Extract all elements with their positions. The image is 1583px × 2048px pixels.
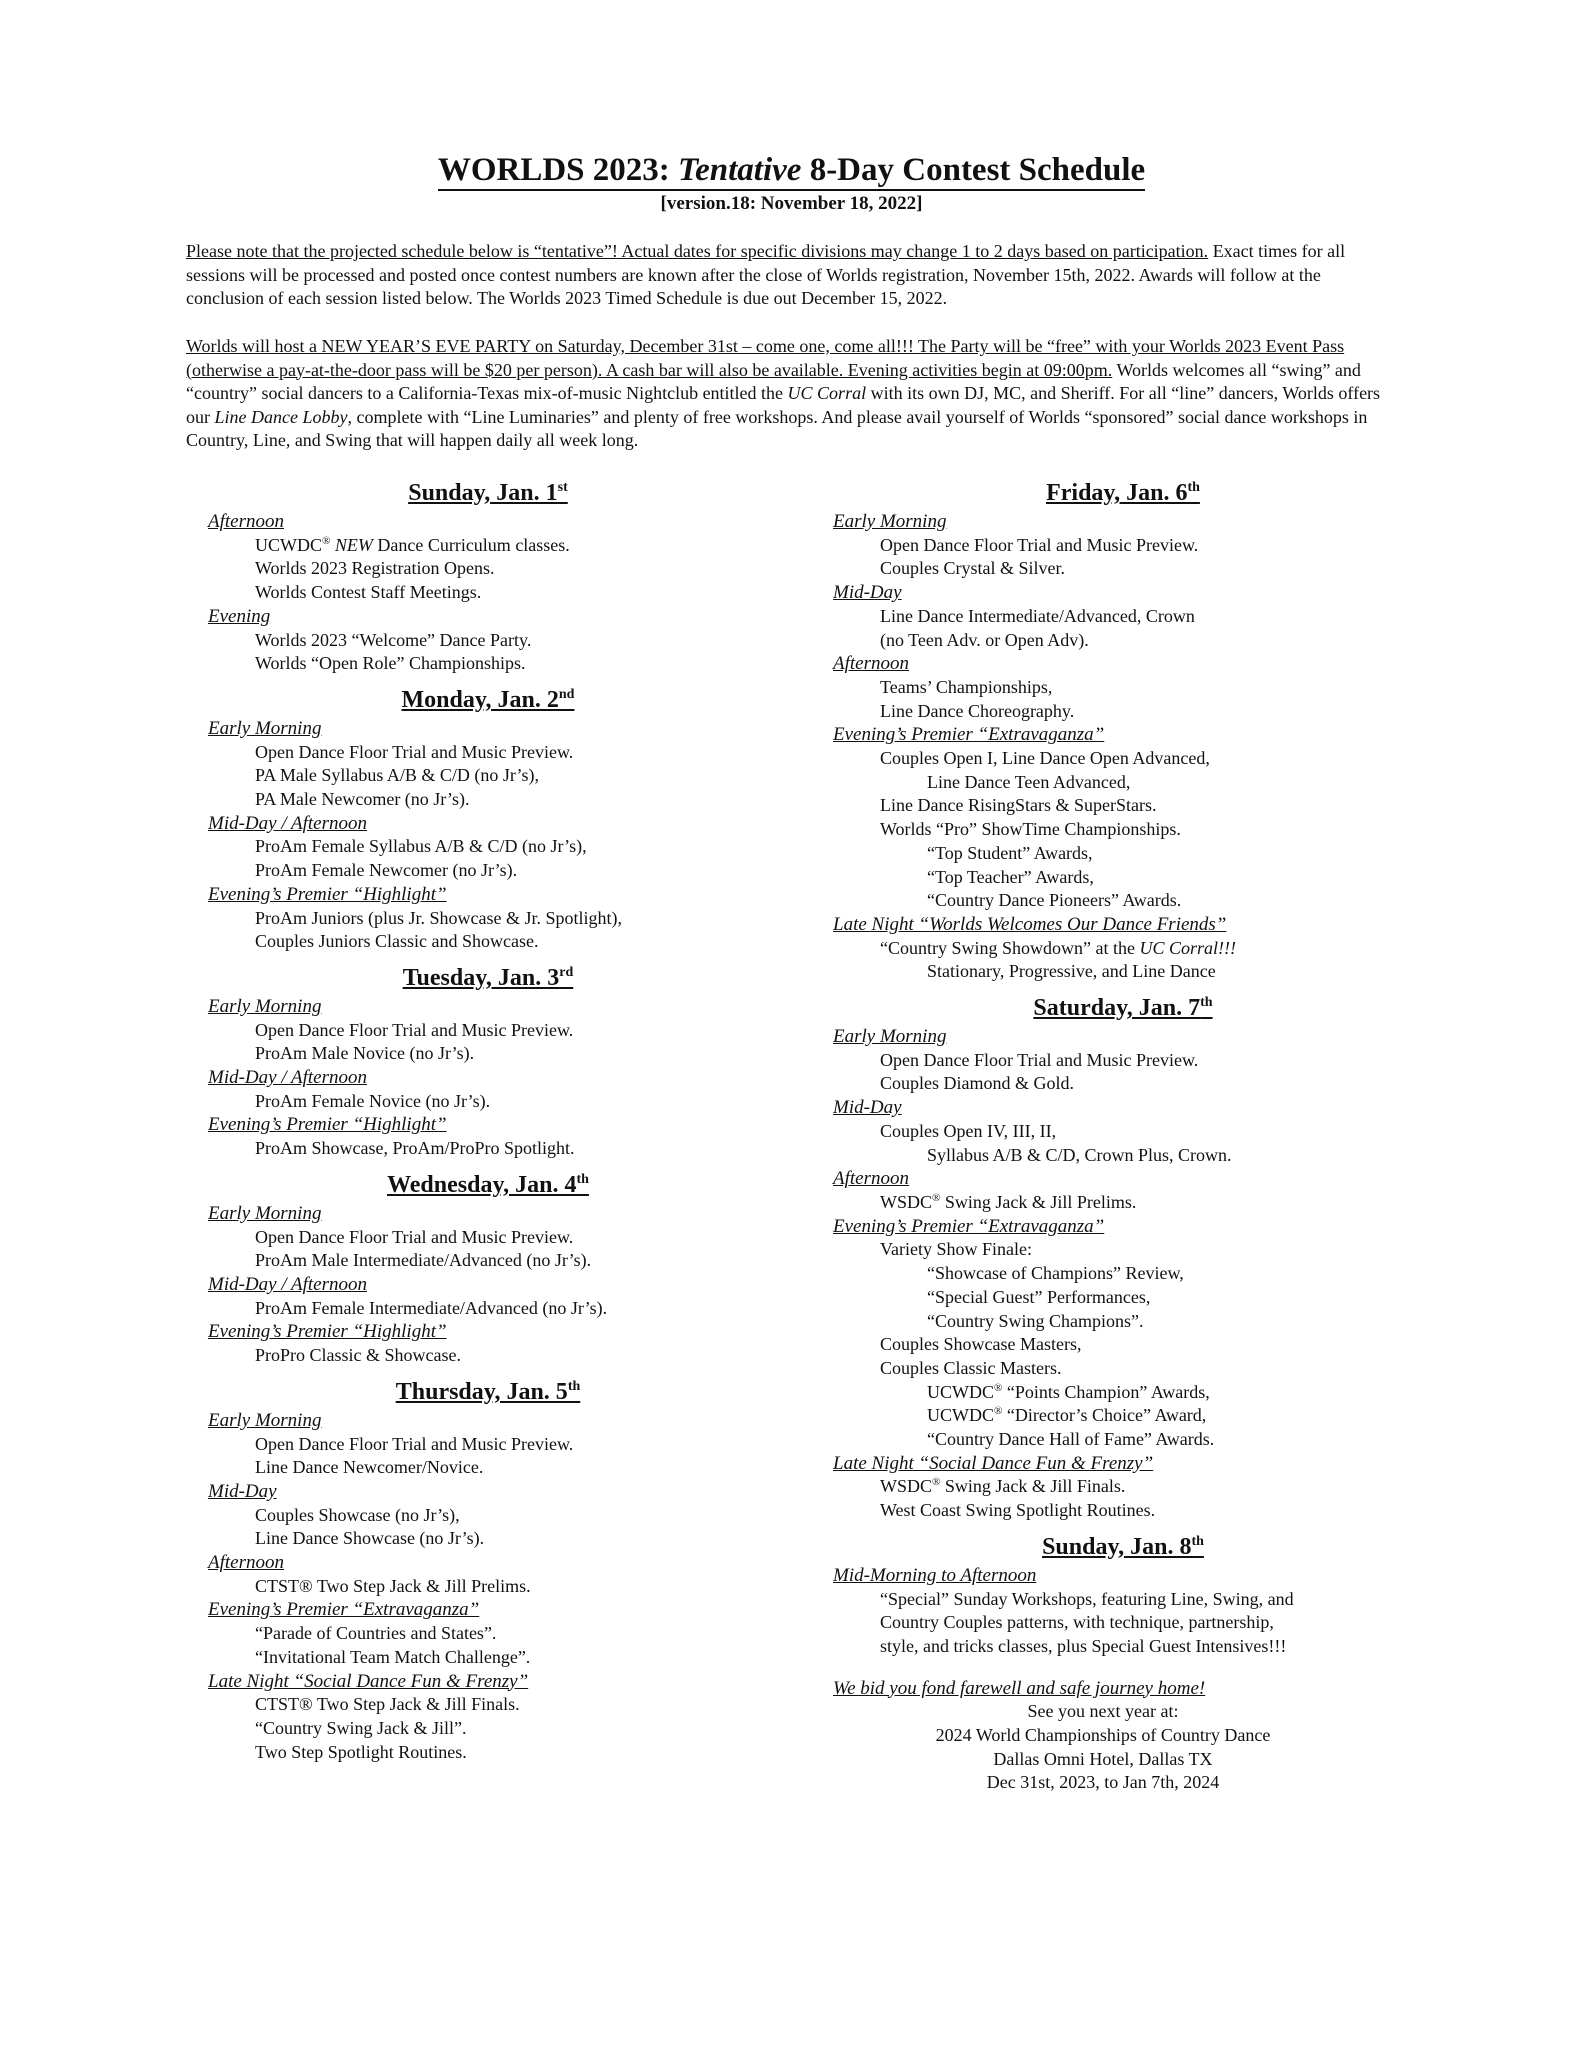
- schedule-item: WSDC® Swing Jack & Jill Finals.: [880, 1476, 1126, 1497]
- schedule-item: West Coast Swing Spotlight Routines.: [880, 1500, 1156, 1521]
- farewell-text: We bid you fond farewell and safe journey home!: [833, 1677, 1206, 1699]
- schedule-item: ProAm Showcase, ProAm/ProPro Spotlight.: [255, 1138, 575, 1159]
- day-title: Tuesday, Jan. 3rd: [402, 964, 574, 991]
- schedule-item: Line Dance Choreography.: [880, 700, 1075, 721]
- schedule-item: “Country Dance Hall of Fame” Awards.: [927, 1429, 1215, 1450]
- schedule-item: ProAm Juniors (plus Jr. Showcase & Jr. Spotlight),: [255, 907, 623, 928]
- session-label: Mid-Morning to Afternoon: [833, 1564, 1037, 1586]
- session-label: Afternoon: [833, 653, 909, 675]
- schedule-item: ProAm Female Novice (no Jr’s).: [255, 1090, 491, 1111]
- schedule-item: Couples Open IV, III, II,: [880, 1120, 1057, 1141]
- schedule-item: Couples Crystal & Silver.: [880, 558, 1066, 579]
- schedule-item: CTST® Two Step Jack & Jill Finals.: [255, 1694, 520, 1715]
- session-label: Mid-Day: [833, 1097, 902, 1119]
- session-label: Mid-Day: [833, 582, 902, 604]
- schedule-item: Line Dance Intermediate/Advanced, Crown: [880, 605, 1195, 626]
- schedule-item: CTST® Two Step Jack & Jill Prelims.: [255, 1575, 531, 1596]
- schedule-item: Worlds 2023 Registration Opens.: [255, 558, 495, 579]
- day-title: Thursday, Jan. 5th: [395, 1378, 581, 1405]
- day-title: Sunday, Jan. 8th: [1042, 1533, 1204, 1560]
- intro-paragraph-1: [186, 240, 1401, 311]
- right-column: [833, 478, 1413, 1795]
- schedule-item: “Invitational Team Match Challenge”.: [255, 1646, 531, 1667]
- schedule-item: Line Dance Showcase (no Jr’s).: [255, 1528, 485, 1549]
- day-wednesday-jan-4: [208, 1170, 768, 1368]
- schedule-item: UCWDC® “Director’s Choice” Award,: [927, 1405, 1207, 1426]
- schedule-item: Open Dance Floor Trial and Music Preview.: [255, 1226, 574, 1247]
- schedule-item: Open Dance Floor Trial and Music Preview.: [880, 534, 1199, 555]
- day-friday-jan-6: [833, 478, 1413, 984]
- session-label: Evening’s Premier “Highlight”: [208, 1114, 447, 1136]
- session-label: Evening’s Premier “Extravaganza”: [833, 1215, 1105, 1237]
- schedule-item: “Showcase of Champions” Review,: [927, 1263, 1184, 1284]
- schedule-item: Teams’ Championships,: [880, 676, 1053, 697]
- session-label: Late Night “Social Dance Fun & Frenzy”: [833, 1452, 1154, 1474]
- title-italic: Tentative: [678, 152, 802, 188]
- intro-p1-rest: Exact times for all sessions will be processed and posted once contest numbers are known after the close of Worlds registration, November 15th, 2022. Awards will follow at the conclusion of each session listed below. The Worlds 2023 Timed Schedule is due out December 15, 2022.: [186, 241, 1346, 308]
- closing-line: 2024 World Championships of Country Dance: [935, 1725, 1271, 1746]
- schedule-item: “Top Teacher” Awards,: [927, 866, 1094, 887]
- schedule-item: Open Dance Floor Trial and Music Preview.: [255, 1433, 574, 1454]
- schedule-item: PA Male Syllabus A/B & C/D (no Jr’s),: [255, 765, 540, 786]
- schedule-item: Worlds Contest Staff Meetings.: [255, 582, 482, 603]
- schedule-item: “Special” Sunday Workshops, featuring Line, Swing, and: [880, 1588, 1294, 1609]
- schedule-item: Country Couples patterns, with technique, partnership,: [880, 1612, 1274, 1633]
- closing-block: [833, 1677, 1413, 1796]
- schedule-item: Line Dance RisingStars & SuperStars.: [880, 795, 1157, 816]
- schedule-item: ProAm Male Intermediate/Advanced (no Jr’s).: [255, 1250, 592, 1271]
- schedule-item: Two Step Spotlight Routines.: [255, 1741, 467, 1762]
- schedule-item: Open Dance Floor Trial and Music Preview.: [255, 1019, 574, 1040]
- closing-line: Dec 31st, 2023, to Jan 7th, 2024: [986, 1772, 1220, 1793]
- document-title: [0, 150, 1583, 190]
- session-label: Early Morning: [208, 1202, 322, 1224]
- session-label: Mid-Day / Afternoon: [208, 1067, 368, 1089]
- schedule-item: “Country Swing Jack & Jill”.: [255, 1717, 467, 1738]
- day-title: Sunday, Jan. 1st: [408, 480, 568, 506]
- day-title: Monday, Jan. 2nd: [401, 686, 575, 713]
- schedule-item: UCWDC® “Points Champion” Awards,: [927, 1381, 1210, 1402]
- schedule-item: Line Dance Newcomer/Novice.: [255, 1457, 484, 1478]
- schedule-item: Couples Showcase (no Jr’s),: [255, 1504, 460, 1525]
- schedule-item: “Country Swing Showdown” at the UC Corral!!!: [880, 937, 1236, 958]
- day-title: Saturday, Jan. 7th: [1033, 995, 1213, 1022]
- day-saturday-jan-7: [833, 993, 1413, 1523]
- schedule-item: Couples Diamond & Gold.: [880, 1073, 1074, 1094]
- intro-paragraph-2: [186, 335, 1401, 453]
- session-label: Early Morning: [208, 1409, 322, 1431]
- day-title: Wednesday, Jan. 4th: [387, 1171, 589, 1198]
- version-line: [version.18: November 18, 2022]: [660, 193, 923, 214]
- closing-line: See you next year at:: [1027, 1701, 1179, 1722]
- schedule-item: “Top Student” Awards,: [927, 842, 1093, 863]
- session-label: Mid-Day / Afternoon: [208, 1273, 368, 1295]
- session-label: Evening’s Premier “Extravaganza”: [833, 724, 1105, 746]
- schedule-item: Worlds 2023 “Welcome” Dance Party.: [255, 629, 532, 650]
- schedule-item: Couples Classic Masters.: [880, 1357, 1062, 1378]
- session-label: Afternoon: [833, 1168, 909, 1190]
- intro-p2-underlined: Worlds will host a NEW YEAR’S EVE PARTY on Saturday, December 31st – come one, come all!!! The Party will be “free” with your Worlds 2023 Event Pass (otherwise a pay-at-the-door pass will be $20 per person). A cash bar will also be available. Evening activities begin at 09:00pm.: [186, 336, 1345, 380]
- intro-p2-a: Worlds welcomes all “swing” and “country” social dancers to a California-Texas mix-of-music Nightclub entitled the: [186, 359, 1361, 403]
- session-label: Mid-Day / Afternoon: [208, 812, 368, 834]
- schedule-item: “Parade of Countries and States”.: [255, 1623, 497, 1644]
- session-label: Late Night “Social Dance Fun & Frenzy”: [208, 1670, 529, 1692]
- session-label: Early Morning: [833, 1026, 947, 1048]
- schedule-item: ProPro Classic & Showcase.: [255, 1345, 461, 1366]
- schedule-item: UCWDC® NEW Dance Curriculum classes.: [255, 534, 570, 555]
- day-monday-jan-2: [208, 685, 768, 954]
- intro-p2-lobby: Line Dance Lobby: [214, 406, 348, 427]
- day-title: Friday, Jan. 6th: [1046, 480, 1200, 506]
- title-prefix: WORLDS 2023:: [437, 152, 678, 188]
- schedule-item: WSDC® Swing Jack & Jill Prelims.: [880, 1191, 1137, 1212]
- schedule-item: Line Dance Teen Advanced,: [927, 771, 1131, 792]
- session-label: Afternoon: [208, 1552, 284, 1574]
- intro-p1-underlined: Please note that the projected schedule below is “tentative”! Actual dates for specific divisions may change 1 to 2 days based on participation.: [186, 241, 1209, 261]
- intro-p2-b: with its own DJ, MC, and Sheriff. For all “line” dancers, Worlds offers our: [186, 383, 1381, 427]
- schedule-item: ProAm Female Newcomer (no Jr’s).: [255, 860, 518, 881]
- schedule-item: Couples Juniors Classic and Showcase.: [255, 931, 539, 952]
- session-label: Evening’s Premier “Highlight”: [208, 1321, 447, 1343]
- schedule-item: Worlds “Open Role” Championships.: [255, 653, 526, 674]
- session-label: Late Night “Worlds Welcomes Our Dance Friends”: [833, 913, 1227, 935]
- schedule-item: ProAm Female Intermediate/Advanced (no Jr’s).: [255, 1297, 608, 1318]
- schedule-item: “Special Guest” Performances,: [927, 1286, 1151, 1307]
- schedule-item: style, and tricks classes, plus Special Guest Intensives!!!: [880, 1635, 1287, 1656]
- schedule-item: Couples Showcase Masters,: [880, 1334, 1082, 1355]
- schedule-item: Stationary, Progressive, and Line Dance: [927, 961, 1216, 982]
- intro-p2-corral: UC Corral: [787, 383, 867, 403]
- session-label: Evening’s Premier “Highlight”: [208, 883, 447, 905]
- day-sunday-jan-1: [208, 478, 768, 676]
- schedule-item: Worlds “Pro” ShowTime Championships.: [880, 819, 1181, 840]
- session-label: Evening’s Premier “Extravaganza”: [208, 1599, 480, 1621]
- session-label: Afternoon: [208, 511, 284, 532]
- intro-p2-c: , complete with “Line Luminaries” and plenty of free workshops. And please avail yourself of Worlds “sponsored” social dance workshops in Country, Line, and Swing that will happen daily all week long.: [186, 406, 1368, 450]
- schedule-item: ProAm Male Novice (no Jr’s).: [255, 1043, 475, 1064]
- schedule-item: Couples Open I, Line Dance Open Advanced,: [880, 748, 1210, 769]
- session-label: Early Morning: [833, 511, 947, 532]
- day-tuesday-jan-3: [208, 963, 768, 1161]
- left-column: [208, 478, 768, 1773]
- schedule-item: “Country Dance Pioneers” Awards.: [927, 890, 1182, 911]
- session-label: Early Morning: [208, 717, 322, 739]
- session-label: Early Morning: [208, 995, 322, 1017]
- day-thursday-jan-5: [208, 1377, 768, 1765]
- title-suffix: 8-Day Contest Schedule: [801, 152, 1146, 188]
- day-sunday-jan-8: [833, 1532, 1413, 1659]
- schedule-item: PA Male Newcomer (no Jr’s).: [255, 789, 470, 810]
- schedule-item: (no Teen Adv. or Open Adv).: [880, 629, 1089, 650]
- schedule-item: Open Dance Floor Trial and Music Preview.: [255, 741, 574, 762]
- session-label: Mid-Day: [208, 1480, 277, 1502]
- schedule-item: Open Dance Floor Trial and Music Preview.: [880, 1049, 1199, 1070]
- session-label: Evening: [208, 605, 271, 627]
- schedule-item: “Country Swing Champions”.: [927, 1310, 1144, 1331]
- schedule-item: ProAm Female Syllabus A/B & C/D (no Jr’s),: [255, 836, 587, 857]
- schedule-item: Variety Show Finale:: [880, 1239, 1032, 1260]
- closing-line: Dallas Omni Hotel, Dallas TX: [993, 1748, 1213, 1769]
- schedule-item: Syllabus A/B & C/D, Crown Plus, Crown.: [927, 1144, 1232, 1165]
